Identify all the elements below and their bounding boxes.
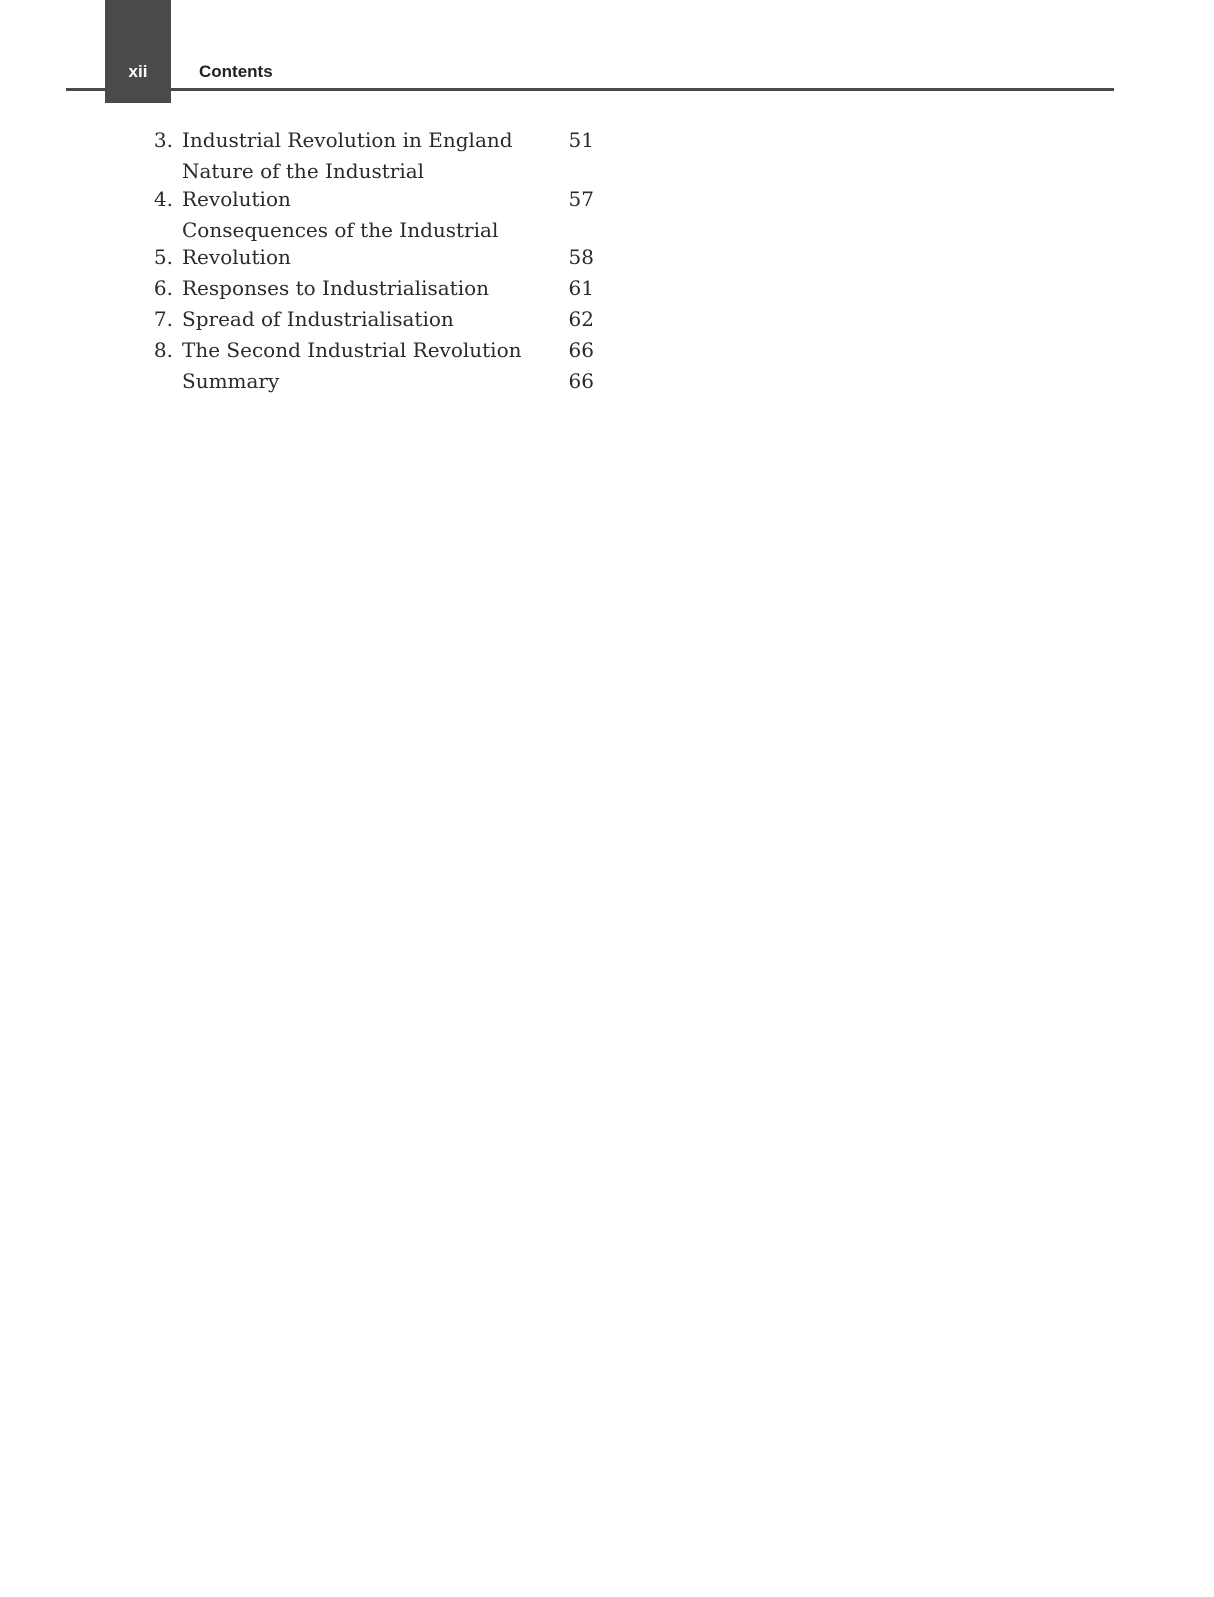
- entry-title: [182, 158, 569, 213]
- entry-page: 57: [568, 186, 594, 211]
- toc-left-column: [124, 127, 594, 399]
- entry-title: [182, 127, 569, 155]
- toc-entry[interactable]: [124, 306, 594, 334]
- entry-title: [182, 337, 569, 365]
- entry-title-line: Responses to Industrialisation: [182, 276, 490, 300]
- entry-title-line: The Second Industrial Revolution: [182, 338, 522, 362]
- entry-page: 66: [568, 338, 594, 362]
- entry-title-line: Industrial Revolution in England: [182, 128, 513, 152]
- entry-number: 6.: [153, 276, 173, 300]
- entry-title: [182, 275, 569, 303]
- entry-number: 8.: [153, 338, 173, 362]
- entry-number: 7.: [153, 307, 173, 331]
- entry-page: 58: [568, 245, 594, 269]
- toc-entry[interactable]: [124, 275, 594, 303]
- entry-page: 51: [568, 128, 594, 152]
- entry-title-line: Revolution: [182, 186, 291, 211]
- entry-number: 5.: [153, 245, 173, 269]
- toc-entry[interactable]: [124, 217, 594, 272]
- toc-entry[interactable]: [124, 158, 594, 213]
- header-rule: [66, 88, 1114, 91]
- entry-page: 62: [568, 307, 594, 331]
- entry-title: [182, 217, 569, 272]
- entry-title-line: Summary: [182, 369, 280, 393]
- running-title: Contents: [199, 62, 273, 81]
- entry-title-line: Nature of the Industrial: [182, 159, 425, 183]
- entry-page: 61: [568, 276, 594, 300]
- entry-title: [182, 306, 569, 334]
- entry-number: 3.: [153, 128, 173, 152]
- entry-title: [182, 368, 569, 396]
- toc-entry[interactable]: [124, 127, 594, 155]
- entry-title-line: Consequences of the Industrial: [182, 217, 499, 242]
- entry-title-line: Revolution: [182, 245, 291, 269]
- toc-entry[interactable]: [124, 337, 594, 365]
- entry-page: 66: [568, 369, 594, 393]
- entry-number: 4.: [153, 186, 173, 211]
- summary-entry[interactable]: [124, 368, 594, 396]
- entry-title-line: Spread of Industrialisation: [182, 307, 454, 331]
- page-number: xii: [128, 62, 148, 81]
